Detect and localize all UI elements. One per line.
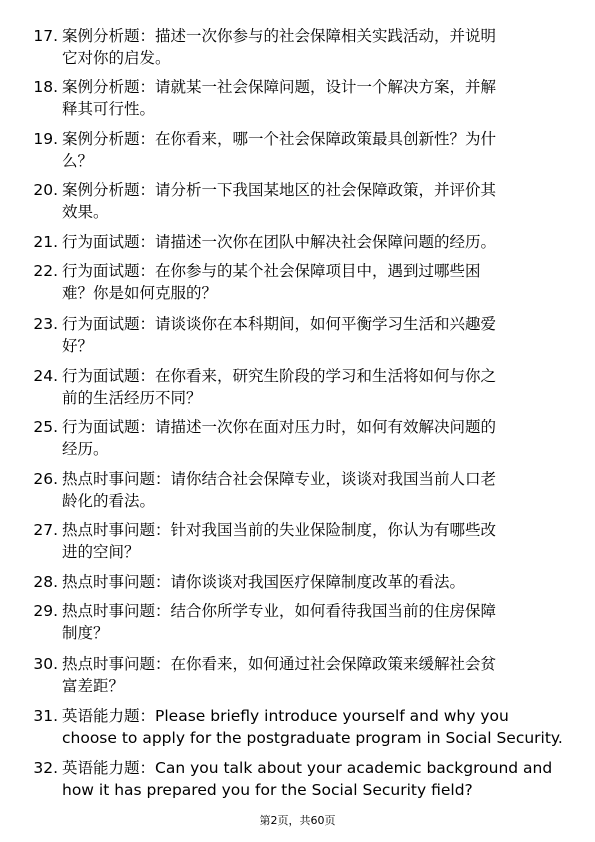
- question-line: 案例分析题：请就某一社会保障问题，设计一个解决方案，并解: [62, 78, 497, 96]
- question-line: 热点时事问题：结合你所学专业，如何看待我国当前的住房保障: [62, 602, 497, 620]
- question-line: 案例分析题：请分析一下我国某地区的社会保障政策，并评价其: [62, 181, 497, 199]
- question-number: 29.: [33, 602, 58, 620]
- question-text: [62, 365, 570, 409]
- question-number: 32.: [33, 759, 58, 777]
- question-line: 释其可行性。: [62, 100, 156, 118]
- question-line: how it has prepared you for the Social Security field?: [62, 781, 473, 799]
- question-number: 25.: [33, 418, 58, 436]
- question-line: 好？: [62, 337, 94, 355]
- question-text: [62, 231, 570, 253]
- question-line: 前的生活经历不同？: [62, 389, 202, 407]
- question-line: 进的空间？: [62, 543, 140, 561]
- question-number: 24.: [33, 367, 58, 385]
- question-text: [62, 600, 570, 644]
- question-text: [62, 757, 570, 801]
- question-line: 么？: [62, 152, 94, 170]
- question-line: 案例分析题：在你看来，哪一个社会保障政策最具创新性？为什: [62, 130, 497, 148]
- question-text: [62, 76, 570, 120]
- question-text: [62, 260, 570, 304]
- question-line: 行为面试题：请描述一次你在面对压力时，如何有效解决问题的: [62, 418, 497, 436]
- question-number: 23.: [33, 315, 58, 333]
- question-line: 热点时事问题：在你看来，如何通过社会保障政策来缓解社会贫: [62, 655, 497, 673]
- question-line: choose to apply for the postgraduate program in Social Security.: [62, 729, 563, 747]
- question-line: 龄化的看法。: [62, 492, 156, 510]
- question-line: 难？你是如何克服的？: [62, 284, 218, 302]
- question-line: 行为面试题：在你参与的某个社会保障项目中，遇到过哪些困: [62, 262, 481, 280]
- question-number: 31.: [33, 707, 58, 725]
- question-number: 28.: [33, 573, 58, 591]
- question-text: [62, 571, 570, 593]
- question-number: 30.: [33, 655, 58, 673]
- question-line: 富差距？: [62, 677, 125, 695]
- question-number: 26.: [33, 470, 58, 488]
- question-text: [62, 468, 570, 512]
- question-line: 它对你的启发。: [62, 49, 171, 67]
- question-text: [62, 705, 570, 749]
- question-number: 27.: [33, 521, 58, 539]
- question-line: 行为面试题：请描述一次你在团队中解决社会保障问题的经历。: [62, 233, 497, 251]
- question-number: 22.: [33, 262, 58, 280]
- question-line: 效果。: [62, 203, 109, 221]
- question-line: 英语能力题：Please briefly introduce yourself and why you: [62, 707, 509, 725]
- question-line: 热点时事问题：请你结合社会保障专业，谈谈对我国当前人口老: [62, 470, 497, 488]
- question-line: 行为面试题：请谈谈你在本科期间，如何平衡学习生活和兴趣爱: [62, 315, 497, 333]
- question-text: [62, 25, 570, 69]
- question-number: 17.: [33, 27, 58, 45]
- question-text: [62, 416, 570, 460]
- question-line: 热点时事问题：针对我国当前的失业保险制度，你认为有哪些改: [62, 521, 497, 539]
- question-line: 案例分析题：描述一次你参与的社会保障相关实践活动，并说明: [62, 27, 497, 45]
- question-line: 制度？: [62, 624, 109, 642]
- question-number: 18.: [33, 78, 58, 96]
- question-line: 行为面试题：在你看来，研究生阶段的学习和生活将如何与你之: [62, 367, 497, 385]
- question-number: 20.: [33, 181, 58, 199]
- question-line: 英语能力题：Can you talk about your academic background and: [62, 759, 553, 777]
- question-text: [62, 179, 570, 223]
- question-text: [62, 653, 570, 697]
- question-line: 经历。: [62, 440, 109, 458]
- question-number: 19.: [33, 130, 58, 148]
- question-number: 21.: [33, 233, 58, 251]
- page-footer: 第2页，共60页: [259, 814, 336, 827]
- question-text: [62, 128, 570, 172]
- question-text: [62, 519, 570, 563]
- question-line: 热点时事问题：请你谈谈对我国医疗保障制度改革的看法。: [62, 573, 466, 591]
- question-text: [62, 313, 570, 357]
